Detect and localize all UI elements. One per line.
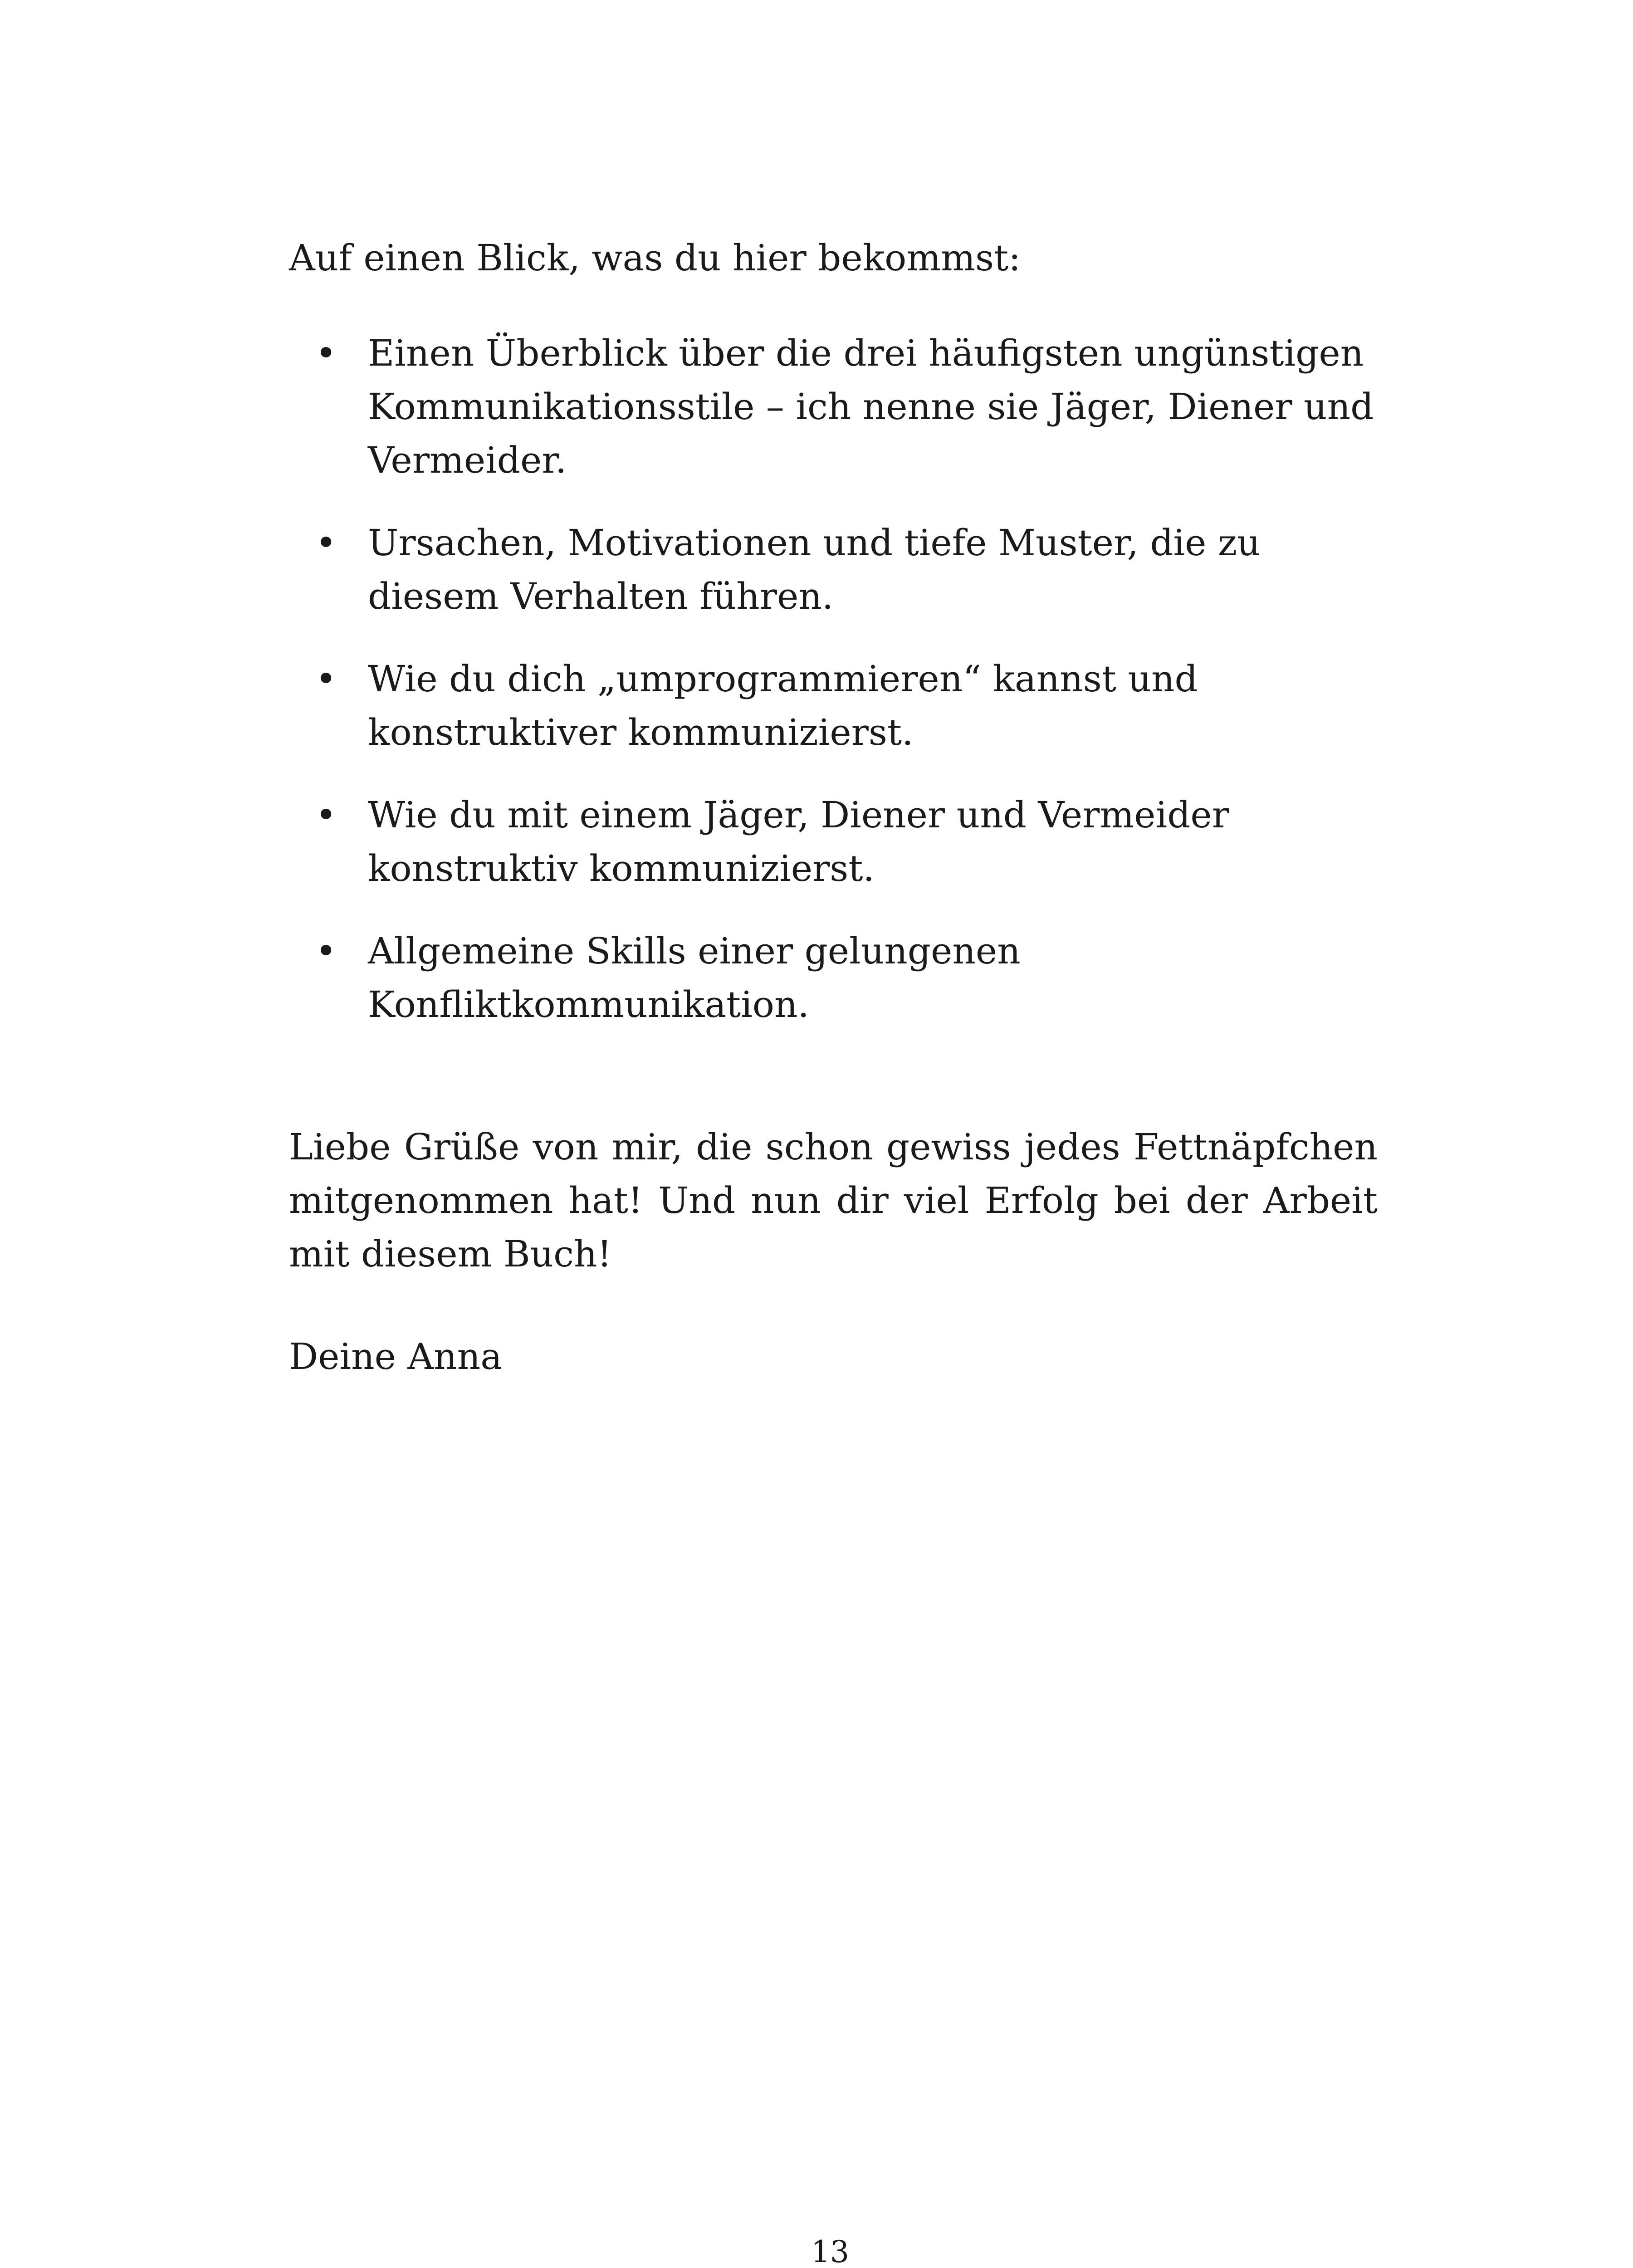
bullet-icon: •: [315, 332, 337, 374]
list-item-text: Einen Überblick über die drei häufigsten ungünstigen Kommunikationsstile – ich nenne sie Jäger, Diener und Vermeider.: [368, 332, 1374, 481]
list-item: [289, 788, 1378, 895]
list-item-text: Allgemeine Skills einer gelungenen Konfliktkommunikation.: [368, 930, 1021, 1026]
bullet-icon: •: [315, 658, 337, 700]
bullet-icon: •: [315, 794, 337, 836]
page-number: 13: [811, 2234, 849, 2268]
list-item: [289, 516, 1378, 623]
bullet-list: [289, 327, 1378, 1061]
list-item: [289, 924, 1378, 1031]
closing-paragraph: Liebe Grüße von mir, die schon gewiss jedes Fettnäpfchen mitgenommen hat! Und nun dir viel Erfolg bei der Arbeit mit diesem Buch!: [289, 1126, 1378, 1275]
bullet-icon: •: [315, 522, 337, 564]
list-item-text: Ursachen, Motivationen und tiefe Muster, die zu diesem Verhalten führen.: [368, 522, 1261, 617]
intro-paragraph: Auf einen Blick, was du hier bekommst:: [289, 237, 1021, 279]
bullet-icon: •: [315, 930, 337, 972]
list-item-text: Wie du dich „umprogrammieren“ kannst und konstruktiver kommunizierst.: [368, 658, 1198, 753]
list-item: [289, 652, 1378, 759]
list-item-text: Wie du mit einem Jäger, Diener und Vermeider konstruktiv kommunizierst.: [368, 794, 1229, 890]
list-item: [289, 327, 1378, 487]
signature: Deine Anna: [289, 1335, 502, 1378]
